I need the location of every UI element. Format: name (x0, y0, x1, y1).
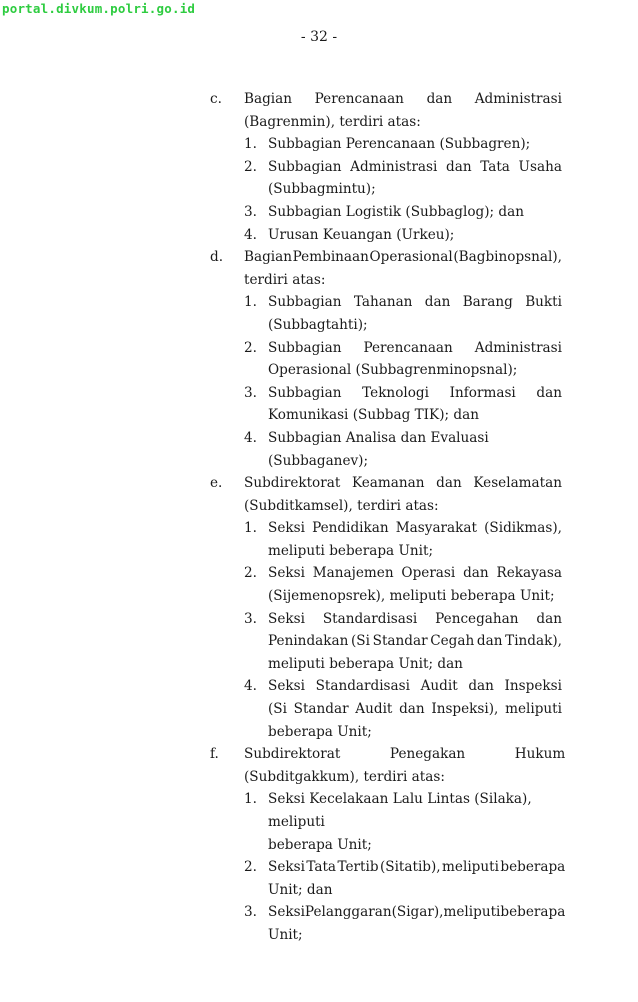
section-body (244, 88, 562, 246)
item-text (268, 856, 565, 901)
list-item (244, 133, 562, 156)
item-line: beberapa Unit; (268, 723, 372, 740)
word: Subdirektorat (244, 746, 341, 763)
section-title-line2: terdiri atas: (244, 271, 326, 288)
word: Operasional (369, 249, 453, 266)
item-text (268, 788, 565, 856)
item-number: 4. (244, 429, 257, 446)
section-marker: e. (210, 475, 223, 492)
watermark-url: portal.divkum.polri.go.id (2, 1, 196, 16)
list-item (244, 201, 562, 224)
word: Standardisasi (322, 610, 418, 627)
word: Manajemen (312, 565, 394, 582)
item-text: Subbagian Logistik (Subbaglog); dan (268, 203, 524, 220)
item-number: 3. (244, 203, 257, 220)
item-line: Operasional (Subbagrenminopsnal); (268, 362, 518, 379)
word: Tindak), (505, 633, 562, 650)
word: Pencegahan (435, 610, 519, 627)
word: Administrasi (474, 339, 562, 356)
item-text: Urusan Keuangan (Urkeu); (268, 226, 455, 243)
item-line: (Subbagtahti); (268, 316, 368, 333)
item-line: Komunikasi (Subbag TIK); dan (268, 407, 479, 424)
word: Subbagian (268, 294, 342, 311)
list-item (244, 517, 562, 562)
word: (Sitatib), (379, 859, 441, 876)
word: Inspeksi), (431, 701, 499, 718)
section-d (210, 246, 562, 472)
list-item (244, 427, 562, 472)
item-number: 3. (244, 610, 257, 627)
word: Subbagian (268, 384, 342, 401)
word: Seksi (268, 904, 305, 921)
item-text (268, 562, 562, 607)
section-title (244, 246, 562, 269)
word: Seksi (268, 520, 305, 537)
word: Audit (420, 678, 458, 695)
word: meliputi (443, 904, 501, 921)
item-line: Unit; (268, 926, 303, 943)
list-item (244, 224, 562, 247)
word: Perencanaan (363, 339, 453, 356)
section-title-line2: (Bagrenmin), terdiri atas: (244, 113, 421, 130)
word: Subbagian (268, 158, 342, 175)
section-f (210, 743, 566, 946)
word: Pelanggaran (304, 904, 392, 921)
word: Standar (372, 633, 428, 650)
item-text: Subbagian Perencanaan (Subbagren); (268, 136, 531, 153)
item-line: beberapa Unit; (268, 836, 372, 853)
section-body (244, 472, 562, 743)
word: Tahanan (353, 294, 413, 311)
item-number: 2. (244, 158, 257, 175)
word: Operasi (401, 565, 456, 582)
word: Bagian (244, 249, 293, 266)
item-text (268, 337, 562, 382)
item-number: 1. (244, 791, 257, 808)
item-line: meliputi beberapa Unit; dan (268, 655, 463, 672)
list-item (244, 901, 565, 946)
word: Perencanaan (314, 91, 404, 107)
word: dan (424, 294, 451, 311)
section-marker: f. (210, 746, 219, 763)
word: dan (468, 678, 494, 695)
section-c (210, 88, 562, 246)
word: Pembinaan (292, 249, 369, 266)
section-body (244, 743, 565, 946)
word: Masyarakat (395, 520, 477, 537)
word: meliputi (442, 859, 499, 876)
section-marker: d. (210, 249, 224, 266)
word: Penindakan (268, 633, 349, 650)
word: dan (463, 565, 489, 582)
word: Bukti (525, 294, 562, 311)
item-number: 1. (244, 136, 257, 153)
item-number: 2. (244, 859, 257, 876)
word: dan (426, 91, 453, 107)
word: Teknologi (362, 384, 429, 401)
item-text (268, 291, 562, 336)
word: Standar (293, 701, 349, 718)
word: (Si (351, 633, 370, 650)
word: dan (399, 701, 425, 718)
word: Keamanan (351, 475, 425, 492)
section-title (244, 743, 565, 766)
word: Seksi (268, 859, 305, 876)
item-text (268, 382, 562, 427)
word: Usaha (518, 158, 562, 175)
word: Inspeksi (504, 678, 562, 695)
item-text (268, 675, 562, 743)
section-title-line2: (Subditgakkum), terdiri atas: (244, 768, 445, 785)
item-text (268, 901, 565, 946)
item-text (268, 608, 562, 676)
document-body (210, 88, 566, 947)
item-line: (Sijemenopsrek), meliputi beberapa Unit; (268, 588, 555, 605)
list-item (244, 675, 562, 743)
item-number: 4. (244, 226, 257, 243)
word: Penegakan (389, 746, 466, 763)
list-item (244, 608, 562, 676)
item-number: 3. (244, 384, 257, 401)
word: Audit (355, 701, 393, 718)
page-number: - 32 - (300, 29, 338, 45)
word: Subdirektorat (244, 475, 341, 492)
word: Standardisasi (315, 678, 410, 695)
word: dan (536, 384, 562, 401)
word: Tata (306, 859, 337, 876)
word: (Si (268, 701, 287, 718)
item-text (268, 517, 562, 562)
section-e (210, 472, 562, 743)
word: Rekayasa (496, 565, 562, 582)
word: Tertib (337, 859, 379, 876)
word: dan (476, 633, 503, 650)
item-number: 2. (244, 339, 257, 356)
list-item (244, 856, 565, 901)
word: Seksi (268, 678, 305, 695)
word: Tata (480, 158, 510, 175)
list-item (244, 788, 565, 856)
item-line: meliputi beberapa Unit; (268, 542, 434, 559)
item-text: Subbagian Analisa dan Evaluasi (Subbaganev); (268, 429, 489, 469)
word: Keselamatan (473, 475, 562, 492)
word: dan (436, 475, 462, 492)
word: Pendidikan (312, 520, 389, 537)
list-item (244, 382, 562, 427)
list-item (244, 156, 562, 201)
word: dan (536, 610, 562, 627)
word: Barang (462, 294, 513, 311)
word: Subbagian (268, 339, 342, 356)
word: Administrasi (474, 91, 562, 107)
item-number: 3. (244, 904, 257, 921)
word: (Sigar), (391, 904, 444, 921)
item-line: Seksi Kecelakaan Lalu Lintas (Silaka), meliputi (268, 791, 532, 830)
word: Seksi (268, 565, 305, 582)
word: beberapa (500, 904, 566, 921)
word: Hukum (514, 746, 566, 763)
list-item (244, 291, 562, 336)
item-text (268, 156, 562, 201)
section-marker: c. (210, 91, 222, 107)
section-body (244, 246, 562, 472)
section-title (244, 472, 562, 495)
item-number: 1. (244, 294, 257, 311)
word: (Sidikmas), (484, 520, 562, 537)
item-number: 4. (244, 678, 257, 695)
word: Administrasi (350, 158, 438, 175)
word: (Bagbinopsnal), (453, 249, 562, 266)
word: beberapa (500, 859, 566, 876)
word: Seksi (268, 610, 305, 627)
word: Bagian (244, 91, 293, 107)
word: meliputi (505, 701, 562, 718)
item-number: 2. (244, 565, 257, 582)
item-line: Unit; dan (268, 881, 333, 898)
item-line: (Subbagmintu); (268, 181, 376, 198)
item-number: 1. (244, 520, 257, 537)
list-item (244, 337, 562, 382)
word: Cegah (430, 633, 475, 650)
section-title-line2: (Subditkamsel), terdiri atas: (244, 497, 439, 514)
word: dan (446, 158, 472, 175)
word: Informasi (449, 384, 516, 401)
section-title (244, 88, 562, 111)
list-item (244, 562, 562, 607)
